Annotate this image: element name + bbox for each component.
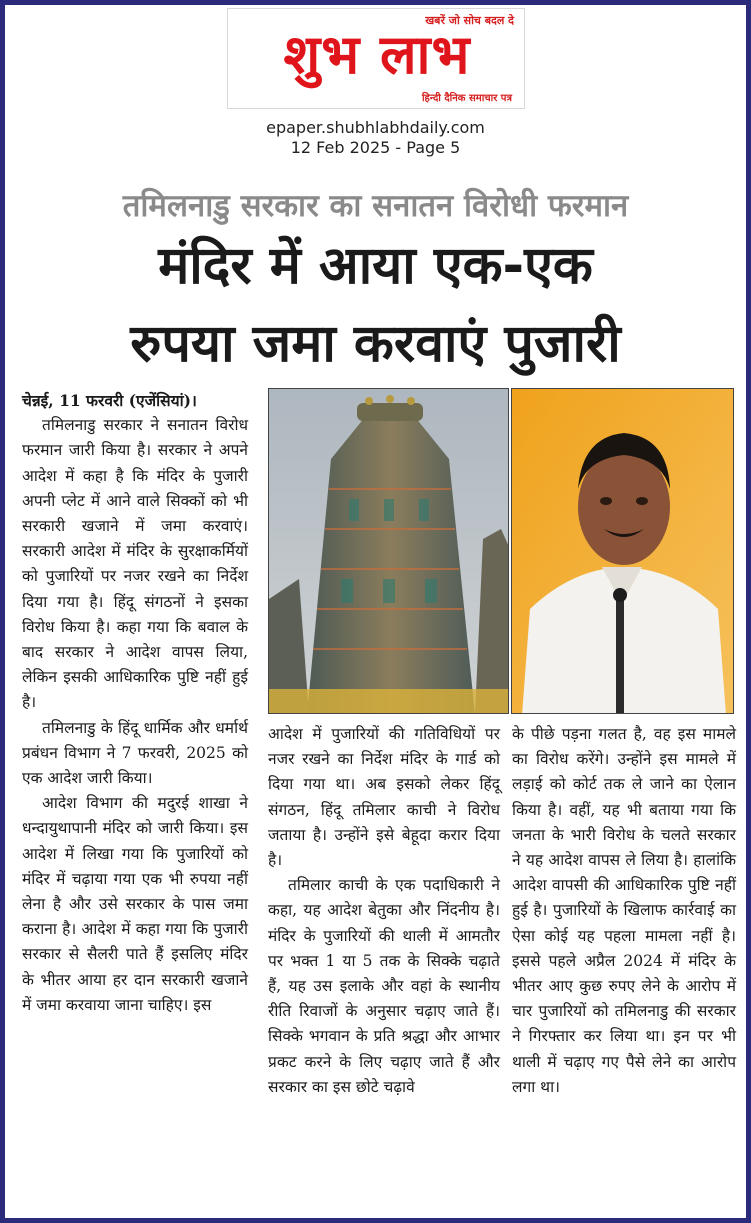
article-column-1 xyxy=(22,388,248,1018)
temple-photo xyxy=(268,388,509,714)
article-headline-line1: मंदिर में आया एक-एक xyxy=(158,236,593,296)
article-paragraph: आदेश विभाग की मदुरई शाखा ने धन्दायुथापानी मंदिर को जारी किया। इस आदेश में लिखा गया कि पुजारियों को मंदिर में चढ़ाया गया एक भी रुपया नहीं लेना है और उसे सरकार के पास जमा कराना है। आदेश में कहा गया कि पुजारी सरकार से सैलरी पाते हैं इसलिए मंदिर के भीतर आया हर दान सरकारी खजाने में जमा करवाया जाना चाहिए। इस xyxy=(22,794,248,1014)
article-paragraph: के पीछे पड़ना गलत है, वह इस मामले का विरोध करेंगे। उन्होंने इस मामले में लड़ाई को कोर्ट तक ले जाने का ऐलान किया है। वहीं, यह भी बताया गया कि जनता के भारी विरोध के चलते सरकार ने यह आदेश वापस ले लिया है। हालांकि आदेश वापसी की आधिकारिक पुष्टि नहीं हुई है। पुजारियों के खिलाफ कार्रवाई का ऐसा कोई यह पहला मामला नहीं है। इससे पहले अप्रैल 2024 में मंदिर के भीतर आए कुछ रुपए लेने के आरोप में चार पुजारियों को तमिलनाडु की सरकार ने गिरफ्तार कर लिया था। इन पर भी थाली में चढ़ाए गए पैसे लेने का आरोप लगा था। xyxy=(512,725,736,1096)
article-paragraph: तमिलनाडु के हिंदू धार्मिक और धर्मार्थ प्रबंधन विभाग ने 7 फरवरी, 2025 को एक आदेश जारी किया। xyxy=(22,718,248,788)
article-headline-line2: रुपया जमा करवाएं पुजारी xyxy=(130,314,621,374)
masthead-tagline: खबरें जो सोच बदल दे xyxy=(425,14,514,27)
masthead-subline: हिन्दी दैनिक समाचार पत्र xyxy=(421,93,512,104)
masthead-logo xyxy=(227,8,525,109)
masthead-logo-text: शुभ लाभ xyxy=(283,23,471,86)
article-dateline: चेन्नई, 11 फरवरी (एजेंसियां)। xyxy=(22,391,197,410)
article-kicker: तमिलनाडु सरकार का सनातन विरोधी फरमान xyxy=(122,188,629,224)
article-column-3 xyxy=(512,722,736,1100)
portrait-photo xyxy=(511,388,734,714)
article-column-2 xyxy=(268,722,500,1100)
edition-date-page: 12 Feb 2025 - Page 5 xyxy=(290,138,461,157)
article-paragraph: तमिलनाडु सरकार ने सनातन विरोध फरमान जारी किया है। सरकार ने अपने आदेश में कहा है कि मंदिर के पुजारी अपनी प्लेट में आने वाले सिक्कों को भी सरकारी खजाने में जमा करवाएं। सरकारी आदेश में मंदिर के सुरक्षाकर्मियों को पुजारियों पर नजर रखने का निर्देश दिया गया है। हिंदू संगठनों ने इसका विरोध किया है। कहा गया कि बवाल के बाद सरकार ने आदेश वापस लिया, लेकिन इसकी आधिकारिक पुष्टि नहीं हुई है। xyxy=(22,416,248,712)
site-url: epaper.shubhlabhdaily.com xyxy=(266,118,485,137)
article-paragraph: तमिलार काची के एक पदाधिकारी ने कहा, यह आदेश बेतुका और निंदनीय है। मंदिर के पुजारियों की थाली में आमतौर पर भक्त 1 या 5 तक के सिक्के चढ़ाते हैं, यह उस इलाके और वहां के स्थानीय रीति रिवाजों के अनुसार चढ़ाए जाते हैं। सिक्के भगवान के प्रति श्रद्धा और आभार प्रकट करने के लिए चढ़ाए जाते हैं और सरकार का इस छोटे चढ़ावे xyxy=(268,876,500,1096)
article-paragraph: आदेश में पुजारियों की गतिविधियों पर नजर रखने का निर्देश मंदिर के गार्ड को दिया गया था। अब इसको लेकर हिंदू संगठन, हिंदू तमिलार काची ने विरोध जताया है। उन्होंने इसे बेहूदा करार दिया है। xyxy=(268,725,500,870)
